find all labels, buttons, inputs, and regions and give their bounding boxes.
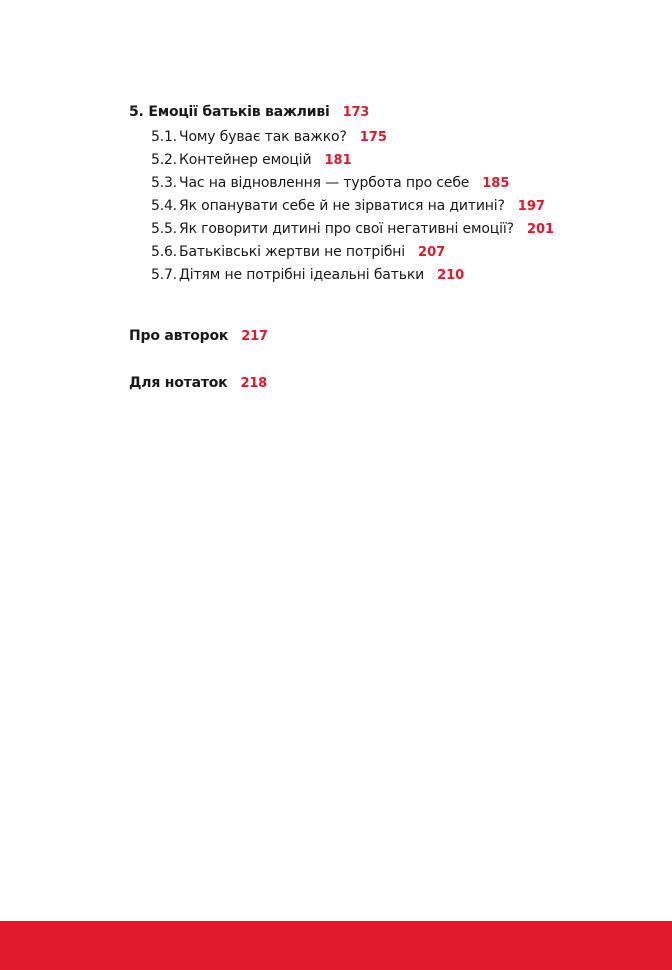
toc-section-5-5[interactable] bbox=[151, 218, 649, 241]
toc-section-5-4[interactable] bbox=[151, 195, 649, 218]
section-number: 5.5. bbox=[151, 221, 177, 237]
toc-section-5-2[interactable] bbox=[151, 149, 649, 172]
section-title: Як опанувати себе й не зірватися на дитині? bbox=[179, 198, 505, 214]
toc-chapter-5[interactable] bbox=[129, 103, 649, 121]
notes-page-number: 218 bbox=[240, 376, 268, 391]
section-number: 5.6. bbox=[151, 244, 177, 260]
toc-section-5-6[interactable] bbox=[151, 241, 649, 264]
about-authors-title: Про авторок bbox=[129, 328, 229, 344]
section-page-number: 201 bbox=[526, 222, 555, 237]
section-number: 5.1. bbox=[151, 129, 177, 145]
section-page-number: 197 bbox=[517, 199, 545, 214]
section-title: Контейнер емоцій bbox=[179, 152, 312, 168]
section-title: Як говорити дитині про свої негативні емоції? bbox=[179, 221, 514, 237]
chapter-sections bbox=[129, 126, 649, 287]
notes-title: Для нотаток bbox=[129, 375, 228, 391]
chapter-title: 5. Емоції батьків важливі bbox=[129, 104, 330, 120]
section-number: 5.3. bbox=[151, 175, 177, 191]
toc-notes[interactable] bbox=[129, 374, 649, 392]
toc-section-5-1[interactable] bbox=[151, 126, 649, 149]
toc-section-5-7[interactable] bbox=[151, 264, 649, 287]
section-number: 5.4. bbox=[151, 198, 177, 214]
section-title: Час на відновлення — турбота про себе bbox=[179, 175, 470, 191]
section-title: Чому буває так важко? bbox=[179, 129, 347, 145]
section-number: 5.7. bbox=[151, 267, 177, 283]
section-page-number: 210 bbox=[437, 268, 465, 283]
section-page-number: 207 bbox=[418, 245, 446, 260]
toc-about-authors[interactable] bbox=[129, 327, 649, 345]
toc-section-5-3[interactable] bbox=[151, 172, 649, 195]
section-title: Дітям не потрібні ідеальні батьки bbox=[179, 267, 425, 283]
about-authors-page-number: 217 bbox=[241, 329, 268, 344]
footer-color-band bbox=[0, 921, 672, 970]
section-title: Батьківські жертви не потрібні bbox=[179, 244, 406, 260]
chapter-page-number: 173 bbox=[342, 105, 370, 120]
table-of-contents bbox=[129, 103, 649, 392]
section-number: 5.2. bbox=[151, 152, 177, 168]
section-page-number: 181 bbox=[324, 153, 352, 168]
section-page-number: 185 bbox=[482, 176, 510, 191]
section-page-number: 175 bbox=[359, 130, 387, 145]
